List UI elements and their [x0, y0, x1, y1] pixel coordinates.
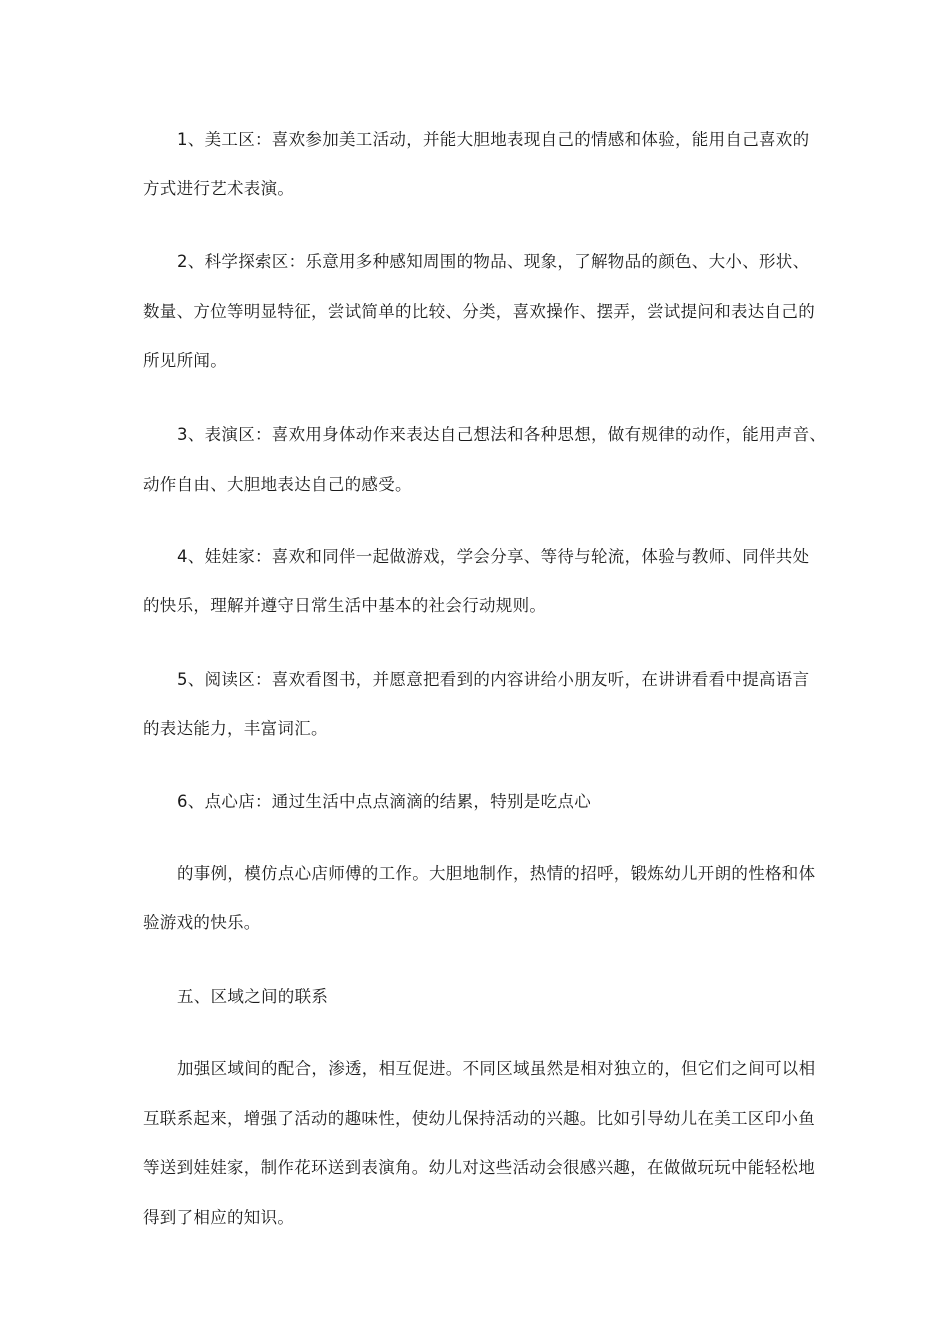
- snack-shop-line-3: 验游戏的快乐。: [143, 913, 261, 932]
- doll-house-line-1: 4、娃娃家：喜欢和同伴一起做游戏，学会分享、等待与轮流，体验与教师、同伴共处: [177, 547, 810, 566]
- relation-paragraph-line-1: 加强区域间的配合，渗透，相互促进。不同区域虽然是相对独立的，但它们之间可以相: [177, 1059, 816, 1078]
- performance-area-line-2: 动作自由、大胆地表达自己的感受。: [143, 475, 412, 494]
- relation-paragraph-line-3: 等送到娃娃家，制作花环送到表演角。幼儿对这些活动会很感兴趣，在做做玩玩中能轻松地: [143, 1158, 815, 1177]
- snack-shop-line-1: 6、点心店：通过生活中点点滴滴的结累，特别是吃点心: [177, 792, 591, 811]
- reading-area-line-1: 5、阅读区：喜欢看图书，并愿意把看到的内容讲给小朋友听，在讲讲看看中提高语言: [177, 670, 810, 689]
- performance-area-line-1: 3、表演区：喜欢用身体动作来表达自己想法和各种思想，做有规律的动作，能用声音、: [177, 425, 827, 444]
- relation-paragraph-line-4: 得到了相应的知识。: [143, 1208, 295, 1227]
- snack-shop-line-2: 的事例，模仿点心店师傅的工作。大胆地制作，热情的招呼，锻炼幼儿开朗的性格和体: [177, 864, 816, 883]
- science-area-line-2: 数量、方位等明显特征，尝试简单的比较、分类，喜欢操作、摆弄，尝试提问和表达自己的: [143, 302, 815, 321]
- relation-paragraph-line-2: 互联系起来，增强了活动的趣味性，使幼儿保持活动的兴趣。比如引导幼儿在美工区印小鱼: [143, 1109, 815, 1128]
- doll-house-line-2: 的快乐，理解并遵守日常生活中基本的社会行动规则。: [143, 596, 547, 615]
- science-area-line-3: 所见所闻。: [143, 351, 227, 370]
- reading-area-line-2: 的表达能力，丰富词汇。: [143, 719, 328, 738]
- section-heading: 五、区域之间的联系: [177, 987, 329, 1006]
- science-area-line-1: 2、科学探索区：乐意用多种感知周围的物品、现象，了解物品的颜色、大小、形状、: [177, 252, 810, 271]
- art-area-line-2: 方式进行艺术表演。: [143, 179, 295, 198]
- art-area-line-1: 1、美工区：喜欢参加美工活动，并能大胆地表现自己的情感和体验，能用自己喜欢的: [177, 130, 810, 149]
